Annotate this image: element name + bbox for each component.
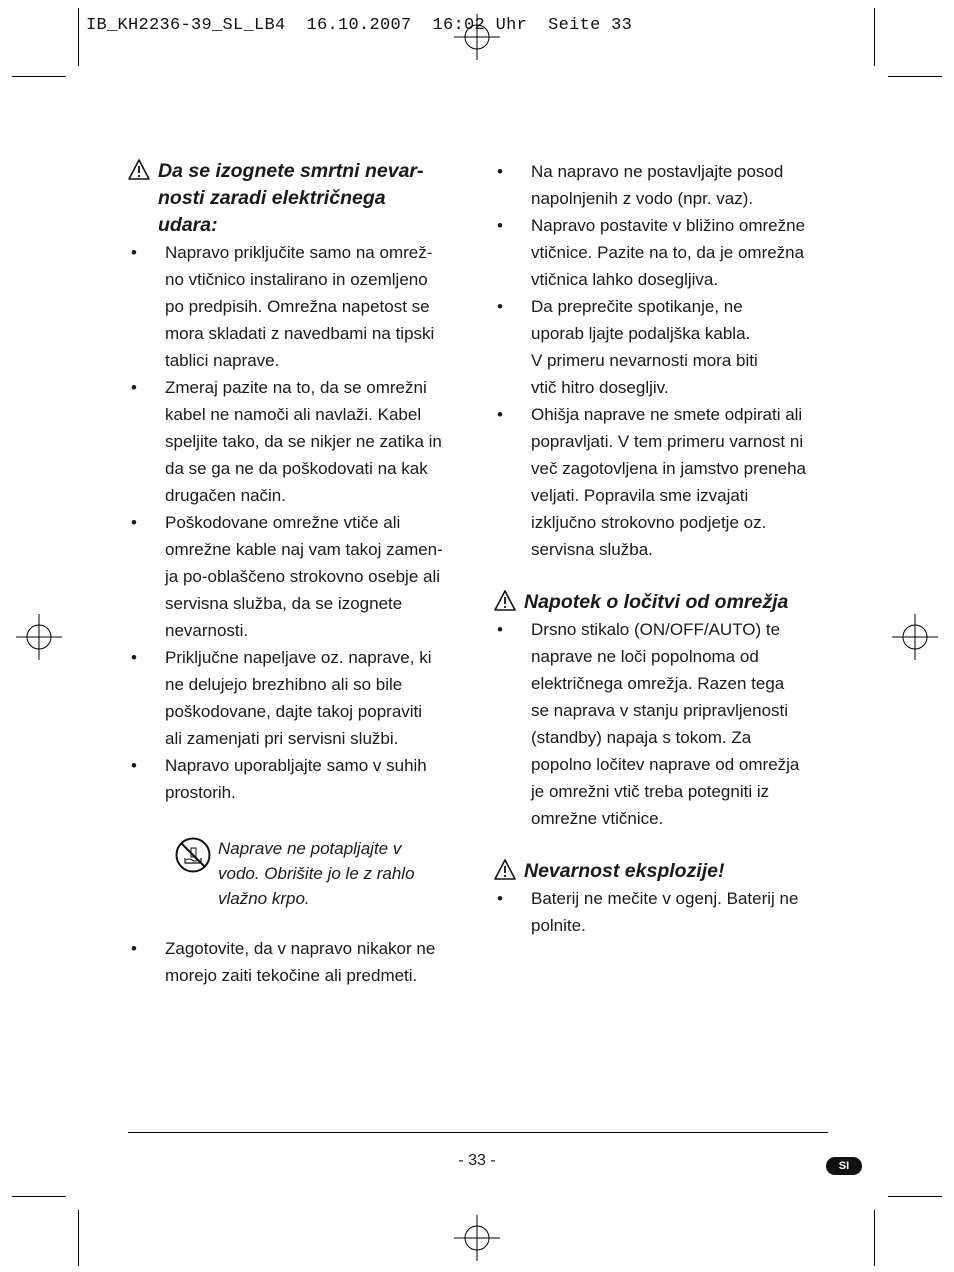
bullet-line: napolnjenih z vodo (npr. vaz). <box>531 189 754 208</box>
note-line: vodo. Obrišite jo le z rahlo <box>218 864 415 883</box>
crop-mark-top-right-v <box>874 8 875 66</box>
disconnect-heading <box>494 589 834 616</box>
no-immersion-icon <box>168 836 218 874</box>
bullet-line: električnega omrežja. Razen tega <box>531 674 785 693</box>
bullet-line: Napravo postavite v bližino omrežne <box>531 216 806 235</box>
bullet-marker: • <box>131 243 137 262</box>
electric-shock-heading <box>128 158 458 239</box>
language-badge: SI <box>826 1157 862 1175</box>
crop-mark-top-left-v <box>78 8 79 66</box>
bullet-line: ne delujejo brezhibno ali so bile <box>165 675 403 694</box>
bullet-marker: • <box>497 297 503 316</box>
bullet-item <box>128 752 458 806</box>
left-column <box>128 158 458 989</box>
heading-text: Napotek o ločitvi od omrežja <box>524 591 789 613</box>
bullet-line: se naprava v stanju pripravljenosti <box>531 701 789 720</box>
bullet-line: Da preprečite spotikanje, ne <box>531 297 743 316</box>
bullet-line: vtičnice. Pazite na to, da je omrežna <box>531 243 805 262</box>
bullet-line: naprave ne loči popolnoma od <box>531 647 759 666</box>
bullet-item <box>494 212 834 293</box>
bullet-line: veljati. Popravila sme izvajati <box>531 486 749 505</box>
bullet-line: popolno ločitev naprave od omrežja <box>531 755 800 774</box>
bullet-line: ali zamenjati pri servisni službi. <box>165 729 399 748</box>
bullet-line: je omrežni vtič treba potegniti iz <box>531 782 770 801</box>
registration-mark-top <box>454 14 500 60</box>
bullet-marker: • <box>497 889 503 908</box>
warning-triangle-icon <box>494 858 524 882</box>
bullet-marker: • <box>131 513 137 532</box>
bullet-line: speljite tako, da se nikjer ne zatika in <box>165 432 442 451</box>
bullet-line: Baterij ne mečite v ogenj. Baterij ne <box>531 889 799 908</box>
bullet-line: polnite. <box>531 916 586 935</box>
bullet-line: (standby) napaja s tokom. Za <box>531 728 752 747</box>
left-bullet-list <box>128 239 458 806</box>
registration-mark-bottom <box>454 1215 500 1261</box>
print-header: IB_KH2236-39_SL_LB4 16.10.2007 16:02 Uhr Seite 33 <box>86 16 633 35</box>
bullet-line: uporab ljajte podaljška kabla. <box>531 324 751 343</box>
bullet-line: Napravo priključite samo na omrež- <box>165 243 433 262</box>
warning-triangle-icon <box>128 158 158 182</box>
bullet-line: vtič hitro dosegljiv. <box>531 378 669 397</box>
bullet-line: Poškodovane omrežne vtiče ali <box>165 513 401 532</box>
registration-mark-right <box>892 614 938 660</box>
bullet-line: servisna služba. <box>531 540 653 559</box>
bullet-item <box>128 509 458 644</box>
bullet-line: po predpisih. Omrežna napetost se <box>165 297 430 316</box>
bullet-line: ja po-oblaščeno strokovno osebje ali <box>165 567 441 586</box>
bullet-item <box>128 374 458 509</box>
bullet-item <box>128 935 458 989</box>
bullet-line: servisna služba, da se izognete <box>165 594 403 613</box>
bullet-marker: • <box>497 162 503 181</box>
bullet-line: več zagotovljena in jamstvo preneha <box>531 459 806 478</box>
explosion-heading <box>494 858 834 885</box>
bullet-line: Drsno stikalo (ON/OFF/AUTO) te <box>531 620 781 639</box>
bullet-line: popravljati. V tem primeru varnost ni <box>531 432 804 451</box>
bullet-item <box>494 293 834 401</box>
note-line: vlažno krpo. <box>218 889 310 908</box>
bullet-item <box>128 239 458 374</box>
bullet-line: Zagotovite, da v napravo nikakor ne <box>165 939 436 958</box>
crop-mark-top-right-h <box>888 76 942 77</box>
crop-mark-top-left-h <box>12 76 66 77</box>
bullet-marker: • <box>497 216 503 235</box>
bullet-line: nevarnosti. <box>165 621 249 640</box>
crop-mark-bottom-right-v <box>874 1210 875 1266</box>
crop-mark-bottom-right-h <box>888 1196 942 1197</box>
bullet-line: V primeru nevarnosti mora biti <box>531 351 758 370</box>
heading-line: Da se izognete smrtni nevar- <box>158 160 424 182</box>
bullet-marker: • <box>131 939 137 958</box>
bullet-line: omrežne kable naj vam takoj zamen- <box>165 540 443 559</box>
warning-triangle-icon <box>494 589 524 613</box>
bullet-line: izključno strokovno podjetje oz. <box>531 513 767 532</box>
bullet-line: Zmeraj pazite na to, da se omrežni <box>165 378 427 397</box>
bullet-line: drugačen način. <box>165 486 286 505</box>
bullet-marker: • <box>131 648 137 667</box>
crop-mark-bottom-left-v <box>78 1210 79 1266</box>
bullet-line: tablici naprave. <box>165 351 280 370</box>
footer-rule <box>128 1132 828 1133</box>
bullet-line: Priključne napeljave oz. naprave, ki <box>165 648 432 667</box>
page-number: - 33 - <box>458 1152 496 1169</box>
bullet-line: Ohišja naprave ne smete odpirati ali <box>531 405 803 424</box>
bullet-marker: • <box>131 756 137 775</box>
disconnect-bullet-list <box>494 616 834 832</box>
note-line: Naprave ne potapljajte v <box>218 839 402 858</box>
bullet-item <box>494 885 834 939</box>
right-column <box>494 158 834 939</box>
right-bullet-list <box>494 158 834 563</box>
heading-line: udara: <box>158 214 218 236</box>
left-bullet-list-after-note <box>128 935 458 989</box>
registration-mark-left <box>16 614 62 660</box>
bullet-item <box>494 158 834 212</box>
explosion-bullet-list <box>494 885 834 939</box>
bullet-line: vtičnica lahko dosegljiva. <box>531 270 719 289</box>
heading-text: Nevarnost eksplozije! <box>524 860 725 882</box>
bullet-marker: • <box>497 620 503 639</box>
bullet-marker: • <box>497 405 503 424</box>
bullet-item <box>128 644 458 752</box>
bullet-line: kabel ne namoči ali navlaži. Kabel <box>165 405 422 424</box>
bullet-line: da se ga ne da poškodovati na kak <box>165 459 428 478</box>
bullet-line: prostorih. <box>165 783 236 802</box>
crop-mark-bottom-left-h <box>12 1196 66 1197</box>
bullet-item <box>494 616 834 832</box>
bullet-line: Na napravo ne postavljajte posod <box>531 162 784 181</box>
bullet-line: omrežne vtičnice. <box>531 809 664 828</box>
immersion-note <box>168 836 458 911</box>
bullet-line: morejo zaiti tekočine ali predmeti. <box>165 966 418 985</box>
bullet-line: Napravo uporabljajte samo v suhih <box>165 756 427 775</box>
heading-line: nosti zaradi električnega <box>158 187 386 209</box>
bullet-line: poškodovane, dajte takoj popraviti <box>165 702 423 721</box>
bullet-marker: • <box>131 378 137 397</box>
bullet-line: no vtičnico instalirano in ozemljeno <box>165 270 428 289</box>
bullet-line: mora skladati z navedbami na tipski <box>165 324 435 343</box>
bullet-item <box>494 401 834 563</box>
